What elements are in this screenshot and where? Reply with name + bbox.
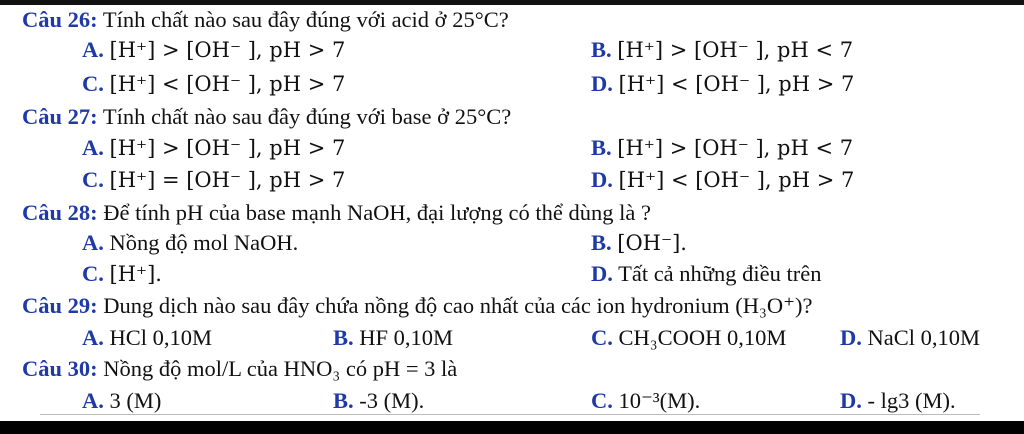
option-26-c[interactable]: C. [H⁺] < [OH⁻ ], pH > 7	[82, 71, 346, 96]
option-28-c[interactable]: C. [H⁺].	[82, 261, 162, 286]
option-28-b[interactable]: B. [OH⁻].	[591, 230, 687, 255]
option-28-d[interactable]: D. Tất cả những điều trên	[591, 261, 822, 286]
option-27-b[interactable]: B. [H⁺] > [OH⁻ ], pH < 7	[591, 135, 854, 160]
bottom-rule	[40, 414, 980, 415]
option-26-a[interactable]: A. [H⁺] > [OH⁻ ], pH > 7	[82, 37, 346, 62]
option-27-d[interactable]: D. [H⁺] < [OH⁻ ], pH > 7	[591, 167, 855, 192]
option-26-b[interactable]: B. [H⁺] > [OH⁻ ], pH < 7	[591, 37, 854, 62]
option-30-d[interactable]: D. - lg3 (M).	[840, 388, 956, 413]
question-label: Câu 30:	[22, 356, 98, 381]
option-30-c[interactable]: C. 10⁻³(M).	[591, 388, 701, 413]
question-label: Câu 26:	[22, 7, 98, 32]
question-26	[22, 6, 509, 34]
option-27-c[interactable]: C. [H⁺] = [OH⁻ ], pH > 7	[82, 167, 346, 192]
question-text: Dung dịch nào sau đây chứa nồng độ cao nhất của các ion hydronium (H₃O⁺)?	[103, 293, 813, 318]
option-29-d[interactable]: D. NaCl 0,10M	[840, 325, 980, 350]
question-text: Để tính pH của base mạnh NaOH, đại lượng có thể dùng là ?	[103, 200, 651, 225]
option-29-a[interactable]: A. HCl 0,10M	[82, 325, 213, 350]
question-label: Câu 27:	[22, 104, 98, 129]
question-text: Tính chất nào sau đây đúng với acid ở 25°C?	[102, 7, 509, 32]
question-28	[22, 199, 651, 227]
question-label: Câu 29:	[22, 293, 98, 318]
option-30-b[interactable]: B. -3 (M).	[333, 388, 425, 413]
option-26-d[interactable]: D. [H⁺] < [OH⁻ ], pH > 7	[591, 71, 855, 96]
option-29-b[interactable]: B. HF 0,10M	[333, 325, 454, 350]
question-29	[22, 292, 812, 320]
top-border	[0, 0, 1024, 5]
option-27-a[interactable]: A. [H⁺] > [OH⁻ ], pH > 7	[82, 135, 346, 160]
option-28-a[interactable]: A. Nồng độ mol NaOH.	[82, 230, 299, 255]
question-27	[22, 103, 511, 131]
option-29-c[interactable]: C. CH₃COOH 0,10M	[591, 325, 787, 350]
question-30	[22, 355, 457, 383]
question-label: Câu 28:	[22, 200, 98, 225]
question-text: Nồng độ mol/L của HNO₃ có pH = 3 là	[103, 356, 458, 381]
option-30-a[interactable]: A. 3 (M)	[82, 388, 162, 413]
question-text: Tính chất nào sau đây đúng với base ở 25°C?	[102, 104, 512, 129]
